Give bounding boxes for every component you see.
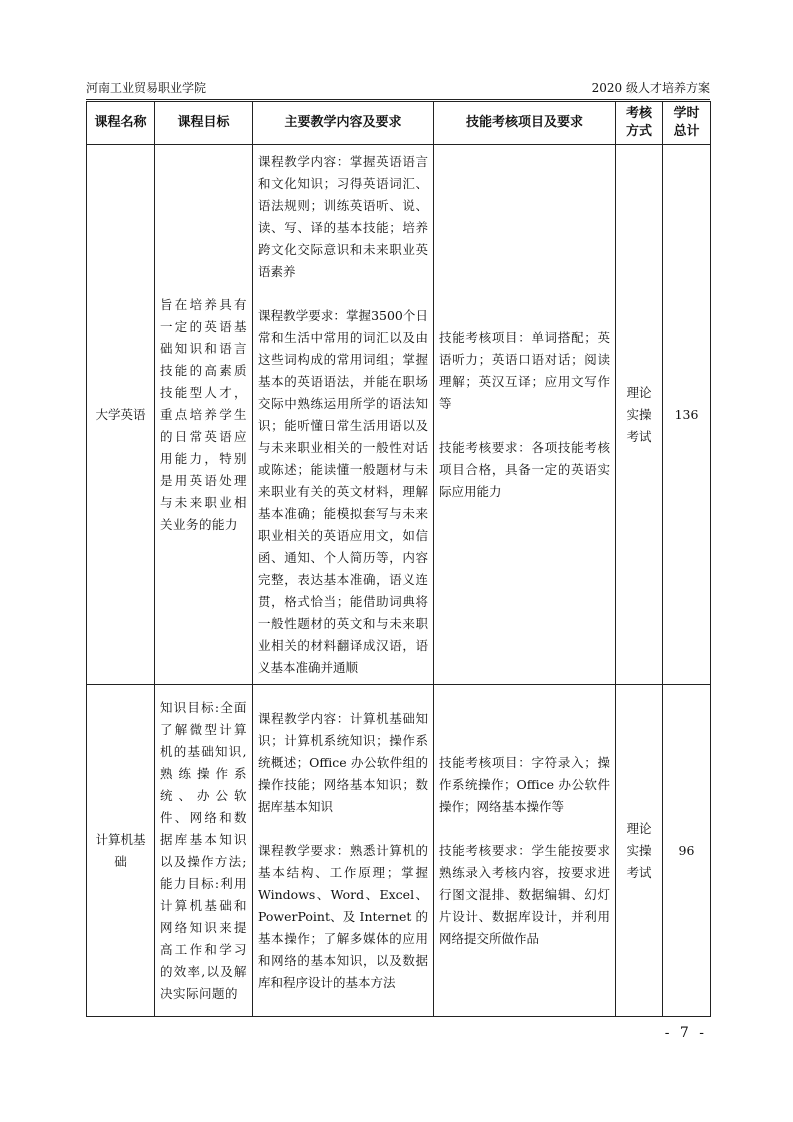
col-header-skill: 技能考核项目及要求 — [434, 102, 616, 145]
col-header-exam-method: 考核 方式 — [616, 102, 663, 145]
cell-course-name: 大学英语 — [87, 145, 155, 685]
content-paragraph: 课程教学要求：熟悉计算机的基本结构、工作原理；掌握 Windows、Word、Excel、PowerPoint、及 Internet 的基本操作；了解多媒体的应用和网络的基本知识，以及数据库和程序设计的基本方法 — [258, 842, 428, 990]
cell-exam-method: 理论 实操 考试 — [616, 685, 663, 1017]
content-paragraph: 课程教学内容：掌握英语语言和文化知识；习得英语词汇、语法规则；训练英语听、说、读、写、译的基本技能；培养跨文化交际意识和未来职业英语素养 — [258, 153, 428, 279]
page-header — [86, 79, 710, 100]
table-row — [87, 145, 711, 685]
cell-skill — [434, 145, 616, 685]
cell-course-name: 计算机基础 — [87, 685, 155, 1017]
cell-content — [253, 685, 434, 1017]
skill-paragraph: 技能考核项目：字符录入；操作系统操作；Office 办公软件操作；网络基本操作等 — [439, 754, 610, 814]
header-doc-title: 2020 级人才培养方案 — [591, 81, 710, 95]
col-header-goal: 课程目标 — [155, 102, 253, 145]
skill-paragraph: 技能考核项目：单词搭配；英语听力；英语口语对话；阅读理解；英汉互译；应用文写作等 — [439, 329, 610, 411]
cell-skill — [434, 685, 616, 1017]
col-header-course-name: 课程名称 — [87, 102, 155, 145]
content-paragraph: 课程教学内容：计算机基础知识；计算机系统知识；操作系统概述；Office 办公软件组的操作技能；网络基本知识；数据库基本知识 — [258, 710, 428, 814]
content-paragraph: 课程教学要求：掌握3500个日常和生活中常用的词汇以及由这些词构成的常用词组；掌握基本的英语语法，并能在职场交际中熟练运用所学的语法知识；能听懂日常生活用语以及与未来职业相关的一般性对话或陈述；能读懂一般题材与未来职业有关的英文材料，理解基本准确；能模拟套写与未来职业相关的英语应用文，如信函、通知、个人简历等，内容完整，表达基本准确，语义连贯，格式恰当；能借助词典将一般性题材的英文和与未来职业相关的材料翻译成汉语，语义基本准确并通顺 — [258, 307, 428, 675]
cell-exam-method: 理论 实操 考试 — [616, 145, 663, 685]
table-row — [87, 685, 711, 1017]
cell-hours: 136 — [663, 145, 711, 685]
cell-hours: 96 — [663, 685, 711, 1017]
skill-paragraph: 技能考核要求：学生能按要求熟练录入考核内容，按要求进行图文混排、数据编辑、幻灯片设计、数据库设计，并利用网络提交所做作品 — [439, 842, 610, 946]
course-table — [86, 101, 711, 1017]
table-header-row — [87, 102, 711, 145]
cell-goal: 知识目标:全面了解微型计算机的基础知识,熟练操作系统、办公软件、网络和数据库基本知识以及操作方法;能力目标:利用计算机基础和网络知识来提高工作和学习的效率,以及解决实际问题的 — [155, 685, 253, 1017]
skill-paragraph: 技能考核要求：各项技能考核项目合格，具备一定的英语实际应用能力 — [439, 439, 610, 499]
page-number: - 7 - — [664, 1025, 707, 1041]
col-header-hours: 学时 总计 — [663, 102, 711, 145]
cell-goal: 旨在培养具有一定的英语基础知识和语言技能的高素质技能型人才，重点培养学生的日常英语应用能力，特别是用英语处理与未来职业相关业务的能力 — [155, 145, 253, 685]
cell-content — [253, 145, 434, 685]
header-school: 河南工业贸易职业学院 — [86, 81, 207, 95]
col-header-content: 主要教学内容及要求 — [253, 102, 434, 145]
